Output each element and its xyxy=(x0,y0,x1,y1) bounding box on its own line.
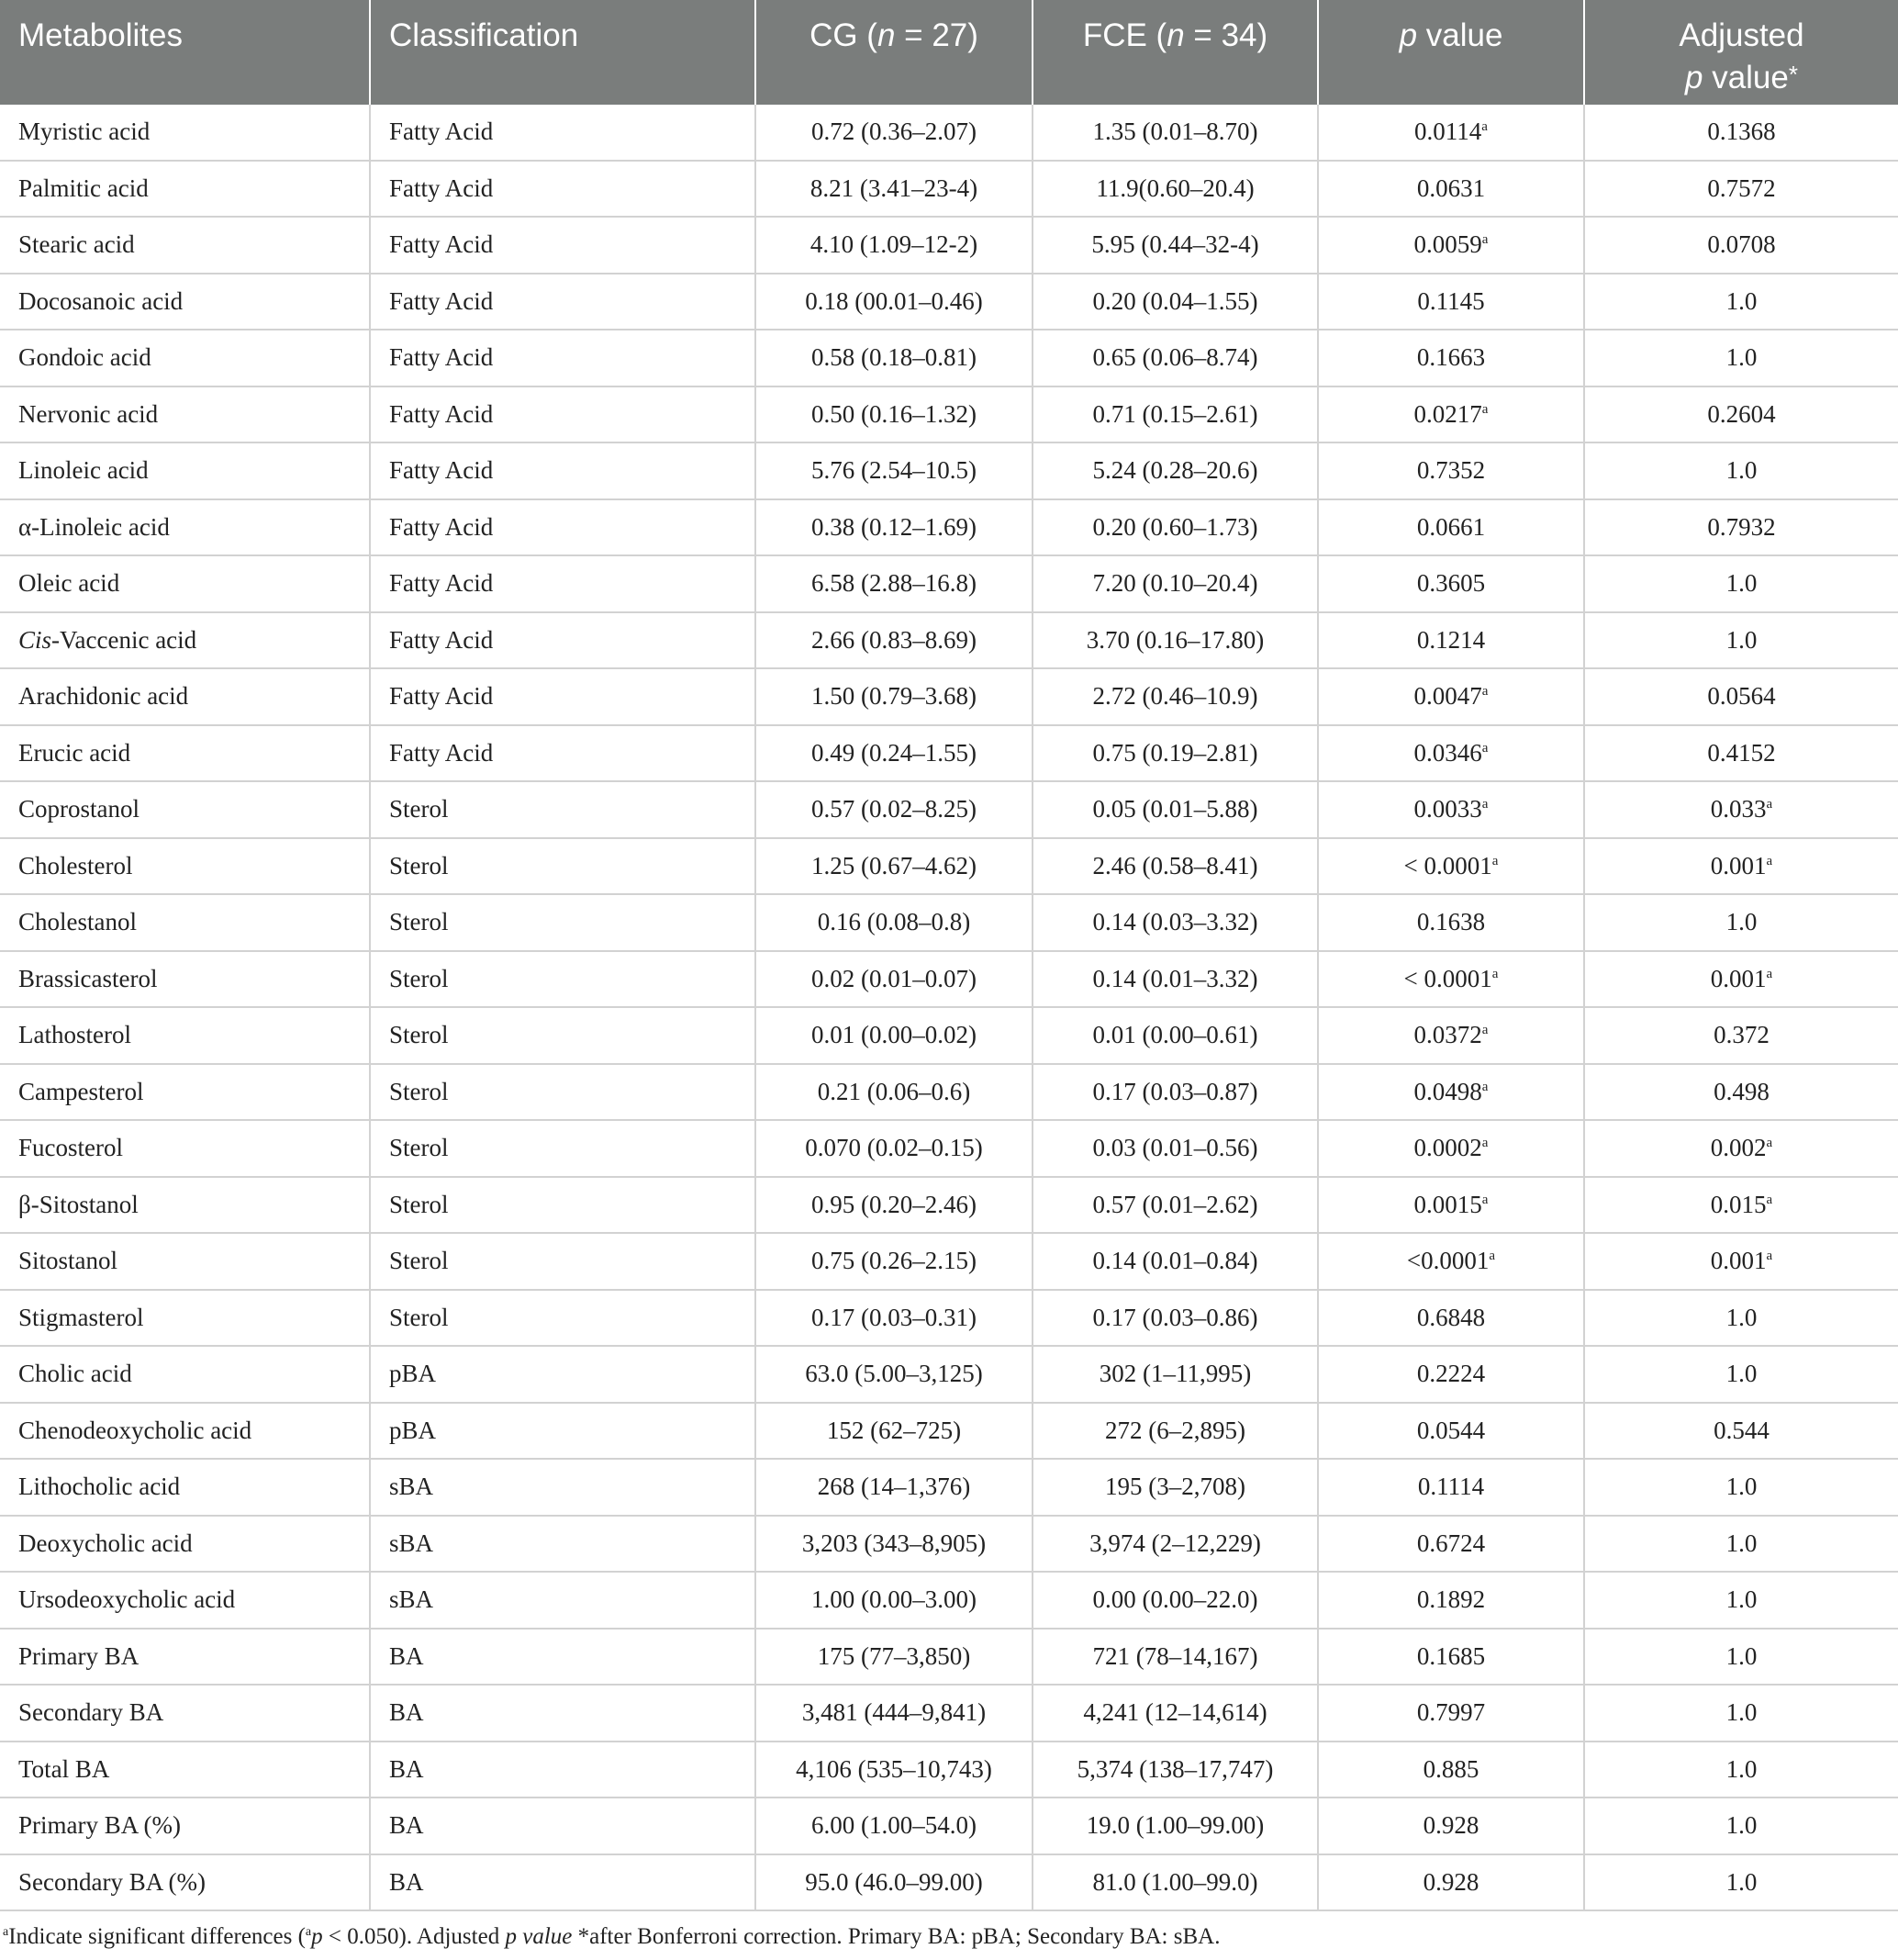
table-row xyxy=(0,612,1898,669)
table-body xyxy=(0,105,1898,1910)
header-adjusted-p-value: Adjusted p value* xyxy=(1584,0,1898,105)
footnote: $^a$Indicate significant differences ($^a$p < 0.050). Adjusted p value *after Bonferroni correction. Primary BA: pBA; Secondary BA: sBA. xyxy=(3,1924,1221,1949)
cell-p-value: 0.0631 xyxy=(1318,161,1584,218)
cell-p-value: 0.6724 xyxy=(1318,1516,1584,1573)
cell-classification: Fatty Acid xyxy=(370,555,755,612)
cell-fce: 0.03 (0.01–0.56) xyxy=(1033,1120,1318,1177)
cell-metabolite: Sitostanol xyxy=(0,1233,370,1290)
cell-classification: Fatty Acid xyxy=(370,217,755,274)
cell-classification: Fatty Acid xyxy=(370,386,755,443)
cell-p-value: < 0.0001$^a$ xyxy=(1318,951,1584,1008)
cell-classification: Sterol xyxy=(370,1120,755,1177)
cell-cg: 0.02 (0.01–0.07) xyxy=(755,951,1033,1008)
cell-classification: pBA xyxy=(370,1346,755,1403)
significance-mark: a xyxy=(1481,1136,1489,1151)
significance-mark: a xyxy=(1481,1079,1489,1094)
header-classification: Classification xyxy=(370,0,755,105)
significance-mark: a xyxy=(1766,1249,1773,1264)
cell-cg: 1.00 (0.00–3.00) xyxy=(755,1572,1033,1629)
cell-classification: Fatty Acid xyxy=(370,161,755,218)
cell-metabolite: Fucosterol xyxy=(0,1120,370,1177)
cell-adjusted-p-value: 1.0 xyxy=(1584,1516,1898,1573)
significance-mark: a xyxy=(1489,1249,1496,1264)
cell-adjusted-p-value: 0.544 xyxy=(1584,1403,1898,1460)
cell-adjusted-p-value: 0.001$^a$ xyxy=(1584,1233,1898,1290)
cell-metabolite: Palmitic acid xyxy=(0,161,370,218)
cell-adjusted-p-value: 1.0 xyxy=(1584,1346,1898,1403)
cell-cg: 0.18 (00.01–0.46) xyxy=(755,274,1033,330)
cell-adjusted-p-value: 1.0 xyxy=(1584,1572,1898,1629)
cell-fce: 0.14 (0.01–3.32) xyxy=(1033,951,1318,1008)
cell-p-value: 0.1145 xyxy=(1318,274,1584,330)
header-metabolites: Metabolites xyxy=(0,0,370,105)
cell-cg: 0.58 (0.18–0.81) xyxy=(755,330,1033,386)
cell-fce: 0.75 (0.19–2.81) xyxy=(1033,725,1318,782)
cell-p-value: 0.0217$^a$ xyxy=(1318,386,1584,443)
table-row xyxy=(0,1177,1898,1234)
cell-cg: 0.01 (0.00–0.02) xyxy=(755,1007,1033,1064)
table-row xyxy=(0,1516,1898,1573)
cell-p-value: 0.0002$^a$ xyxy=(1318,1120,1584,1177)
cell-adjusted-p-value: 1.0 xyxy=(1584,1290,1898,1347)
cell-p-value: 0.0033$^a$ xyxy=(1318,781,1584,838)
table-row xyxy=(0,274,1898,330)
table-row xyxy=(0,499,1898,556)
header-p-value: p value xyxy=(1318,0,1584,105)
significance-mark: a xyxy=(1481,1192,1489,1207)
table-row xyxy=(0,668,1898,725)
cell-p-value: 0.1638 xyxy=(1318,894,1584,951)
cell-classification: BA xyxy=(370,1629,755,1686)
cell-adjusted-p-value: 0.4152 xyxy=(1584,725,1898,782)
cell-classification: BA xyxy=(370,1685,755,1742)
cell-cg: 63.0 (5.00–3,125) xyxy=(755,1346,1033,1403)
cell-adjusted-p-value: 1.0 xyxy=(1584,442,1898,499)
cell-classification: Fatty Acid xyxy=(370,725,755,782)
cell-p-value: < 0.0001$^a$ xyxy=(1318,838,1584,895)
cell-p-value: 0.885 xyxy=(1318,1742,1584,1798)
cell-adjusted-p-value: 1.0 xyxy=(1584,1685,1898,1742)
cell-metabolite: Erucic acid xyxy=(0,725,370,782)
table-row xyxy=(0,1629,1898,1686)
cell-cg: 2.66 (0.83–8.69) xyxy=(755,612,1033,669)
cell-adjusted-p-value: 0.498 xyxy=(1584,1064,1898,1121)
cell-cg: 0.95 (0.20–2.46) xyxy=(755,1177,1033,1234)
cell-p-value: 0.6848 xyxy=(1318,1290,1584,1347)
significance-mark: a xyxy=(1766,1192,1773,1207)
cell-fce: 3,974 (2–12,229) xyxy=(1033,1516,1318,1573)
cell-classification: Sterol xyxy=(370,781,755,838)
cell-adjusted-p-value: 1.0 xyxy=(1584,1459,1898,1516)
table-row xyxy=(0,386,1898,443)
cell-classification: Sterol xyxy=(370,1233,755,1290)
cell-cg: 175 (77–3,850) xyxy=(755,1629,1033,1686)
table-row xyxy=(0,725,1898,782)
cell-adjusted-p-value: 1.0 xyxy=(1584,1854,1898,1911)
cell-cg: 0.21 (0.06–0.6) xyxy=(755,1064,1033,1121)
cell-p-value: 0.928 xyxy=(1318,1854,1584,1911)
cell-classification: Sterol xyxy=(370,951,755,1008)
cell-adjusted-p-value: 0.372 xyxy=(1584,1007,1898,1064)
cell-fce: 11.9(0.60–20.4) xyxy=(1033,161,1318,218)
cell-cg: 152 (62–725) xyxy=(755,1403,1033,1460)
cell-cg: 8.21 (3.41–23-4) xyxy=(755,161,1033,218)
cell-p-value: 0.0661 xyxy=(1318,499,1584,556)
cell-metabolite: Brassicasterol xyxy=(0,951,370,1008)
table-header xyxy=(0,0,1898,105)
cell-fce: 0.17 (0.03–0.87) xyxy=(1033,1064,1318,1121)
significance-mark: a xyxy=(1491,966,1499,981)
cell-metabolite: Cholestanol xyxy=(0,894,370,951)
cell-fce: 19.0 (1.00–99.00) xyxy=(1033,1798,1318,1854)
cell-cg: 268 (14–1,376) xyxy=(755,1459,1033,1516)
significance-mark: a xyxy=(1481,232,1489,248)
cell-metabolite: Stearic acid xyxy=(0,217,370,274)
table-row xyxy=(0,951,1898,1008)
cell-adjusted-p-value: 1.0 xyxy=(1584,1629,1898,1686)
cell-metabolite: Deoxycholic acid xyxy=(0,1516,370,1573)
table-row xyxy=(0,1798,1898,1854)
cell-fce: 3.70 (0.16–17.80) xyxy=(1033,612,1318,669)
cell-cg: 0.16 (0.08–0.8) xyxy=(755,894,1033,951)
cell-fce: 721 (78–14,167) xyxy=(1033,1629,1318,1686)
cell-p-value: 0.1892 xyxy=(1318,1572,1584,1629)
cell-cg: 95.0 (46.0–99.00) xyxy=(755,1854,1033,1911)
significance-mark: a xyxy=(1481,401,1489,417)
cell-fce: 4,241 (12–14,614) xyxy=(1033,1685,1318,1742)
cell-metabolite: Cholic acid xyxy=(0,1346,370,1403)
cell-metabolite: Docosanoic acid xyxy=(0,274,370,330)
cell-fce: 5.95 (0.44–32-4) xyxy=(1033,217,1318,274)
cell-metabolite: Cholesterol xyxy=(0,838,370,895)
cell-fce: 272 (6–2,895) xyxy=(1033,1403,1318,1460)
cell-metabolite: Nervonic acid xyxy=(0,386,370,443)
table-row xyxy=(0,838,1898,895)
cell-cg: 4,106 (535–10,743) xyxy=(755,1742,1033,1798)
cell-classification: Fatty Acid xyxy=(370,442,755,499)
cell-adjusted-p-value: 0.0708 xyxy=(1584,217,1898,274)
cell-classification: Sterol xyxy=(370,838,755,895)
cell-p-value: <0.0001$^a$ xyxy=(1318,1233,1584,1290)
significance-mark: a xyxy=(1766,966,1773,981)
cell-p-value: 0.0047$^a$ xyxy=(1318,668,1584,725)
cell-fce: 0.65 (0.06–8.74) xyxy=(1033,330,1318,386)
cell-cg: 0.75 (0.26–2.15) xyxy=(755,1233,1033,1290)
cell-p-value: 0.0114$^a$ xyxy=(1318,105,1584,161)
cell-cg: 4.10 (1.09–12-2) xyxy=(755,217,1033,274)
cell-cg: 0.57 (0.02–8.25) xyxy=(755,781,1033,838)
cell-metabolite: Arachidonic acid xyxy=(0,668,370,725)
cell-p-value: 0.2224 xyxy=(1318,1346,1584,1403)
table-row xyxy=(0,1854,1898,1911)
cell-fce: 0.05 (0.01–5.88) xyxy=(1033,781,1318,838)
cell-adjusted-p-value: 1.0 xyxy=(1584,330,1898,386)
cell-cg: 0.49 (0.24–1.55) xyxy=(755,725,1033,782)
cell-classification: Fatty Acid xyxy=(370,612,755,669)
significance-mark: a xyxy=(1481,684,1489,700)
header-fce: FCE (n = 34) xyxy=(1033,0,1318,105)
cell-cg: 1.50 (0.79–3.68) xyxy=(755,668,1033,725)
cell-cg: 6.58 (2.88–16.8) xyxy=(755,555,1033,612)
cell-adjusted-p-value: 1.0 xyxy=(1584,274,1898,330)
cell-cg: 3,203 (343–8,905) xyxy=(755,1516,1033,1573)
cell-classification: sBA xyxy=(370,1572,755,1629)
table-row xyxy=(0,1290,1898,1347)
cell-classification: Fatty Acid xyxy=(370,105,755,161)
cell-cg: 0.72 (0.36–2.07) xyxy=(755,105,1033,161)
cell-p-value: 0.0498$^a$ xyxy=(1318,1064,1584,1121)
cell-metabolite: Lithocholic acid xyxy=(0,1459,370,1516)
cell-metabolite: Stigmasterol xyxy=(0,1290,370,1347)
header-cg: CG (n = 27) xyxy=(755,0,1033,105)
cell-classification: BA xyxy=(370,1798,755,1854)
cell-fce: 0.20 (0.04–1.55) xyxy=(1033,274,1318,330)
cell-cg: 6.00 (1.00–54.0) xyxy=(755,1798,1033,1854)
table-row xyxy=(0,1120,1898,1177)
cell-metabolite: Lathosterol xyxy=(0,1007,370,1064)
cell-adjusted-p-value: 1.0 xyxy=(1584,612,1898,669)
cell-metabolite: Secondary BA xyxy=(0,1685,370,1742)
cell-fce: 81.0 (1.00–99.0) xyxy=(1033,1854,1318,1911)
cell-p-value: 0.0544 xyxy=(1318,1403,1584,1460)
cell-metabolite: Gondoic acid xyxy=(0,330,370,386)
cell-p-value: 0.0015$^a$ xyxy=(1318,1177,1584,1234)
cell-p-value: 0.3605 xyxy=(1318,555,1584,612)
cell-classification: pBA xyxy=(370,1403,755,1460)
table-row xyxy=(0,1459,1898,1516)
cell-classification: Sterol xyxy=(370,1007,755,1064)
cell-adjusted-p-value: 1.0 xyxy=(1584,1798,1898,1854)
cell-fce: 0.57 (0.01–2.62) xyxy=(1033,1177,1318,1234)
cell-classification: BA xyxy=(370,1742,755,1798)
cell-metabolite: Secondary BA (%) xyxy=(0,1854,370,1911)
cell-metabolite: β-Sitostanol xyxy=(0,1177,370,1234)
cell-classification: sBA xyxy=(370,1459,755,1516)
table-row xyxy=(0,217,1898,274)
cell-adjusted-p-value: 0.001$^a$ xyxy=(1584,838,1898,895)
cell-p-value: 0.0372$^a$ xyxy=(1318,1007,1584,1064)
significance-mark: a xyxy=(1481,740,1489,756)
cell-adjusted-p-value: 0.7932 xyxy=(1584,499,1898,556)
table-row xyxy=(0,781,1898,838)
cell-fce: 302 (1–11,995) xyxy=(1033,1346,1318,1403)
cell-cg: 5.76 (2.54–10.5) xyxy=(755,442,1033,499)
significance-mark: a xyxy=(1766,853,1773,868)
table-row xyxy=(0,1572,1898,1629)
table-row xyxy=(0,1007,1898,1064)
significance-mark: a xyxy=(1481,1023,1489,1038)
header-row xyxy=(0,0,1898,105)
cell-fce: 0.71 (0.15–2.61) xyxy=(1033,386,1318,443)
cell-metabolite: Coprostanol xyxy=(0,781,370,838)
cell-adjusted-p-value: 1.0 xyxy=(1584,1742,1898,1798)
cell-p-value: 0.1685 xyxy=(1318,1629,1584,1686)
cell-fce: 5.24 (0.28–20.6) xyxy=(1033,442,1318,499)
cell-fce: 0.14 (0.01–0.84) xyxy=(1033,1233,1318,1290)
cell-p-value: 0.1214 xyxy=(1318,612,1584,669)
cell-classification: Fatty Acid xyxy=(370,274,755,330)
cell-fce: 2.46 (0.58–8.41) xyxy=(1033,838,1318,895)
table-row xyxy=(0,330,1898,386)
cell-classification: Sterol xyxy=(370,1177,755,1234)
cell-cg: 0.17 (0.03–0.31) xyxy=(755,1290,1033,1347)
cell-classification: BA xyxy=(370,1854,755,1911)
cell-fce: 195 (3–2,708) xyxy=(1033,1459,1318,1516)
cell-fce: 7.20 (0.10–20.4) xyxy=(1033,555,1318,612)
significance-mark: a xyxy=(1481,119,1488,135)
cell-metabolite: Linoleic acid xyxy=(0,442,370,499)
cell-adjusted-p-value: 0.0564 xyxy=(1584,668,1898,725)
cell-classification: sBA xyxy=(370,1516,755,1573)
cell-metabolite: Myristic acid xyxy=(0,105,370,161)
cell-adjusted-p-value: 0.002$^a$ xyxy=(1584,1120,1898,1177)
table-row xyxy=(0,1346,1898,1403)
cell-adjusted-p-value: 0.1368 xyxy=(1584,105,1898,161)
cell-metabolite: Primary BA xyxy=(0,1629,370,1686)
cell-fce: 0.17 (0.03–0.86) xyxy=(1033,1290,1318,1347)
table-row xyxy=(0,442,1898,499)
cell-fce: 0.14 (0.03–3.32) xyxy=(1033,894,1318,951)
cell-classification: Fatty Acid xyxy=(370,330,755,386)
cell-cg: 3,481 (444–9,841) xyxy=(755,1685,1033,1742)
significance-mark: a xyxy=(1481,797,1489,812)
significance-mark: a xyxy=(1491,853,1499,868)
cell-fce: 1.35 (0.01–8.70) xyxy=(1033,105,1318,161)
table-row xyxy=(0,1742,1898,1798)
cell-metabolite: Campesterol xyxy=(0,1064,370,1121)
cell-cg: 0.50 (0.16–1.32) xyxy=(755,386,1033,443)
table-row xyxy=(0,161,1898,218)
cell-metabolite: Chenodeoxycholic acid xyxy=(0,1403,370,1460)
cell-metabolite: Oleic acid xyxy=(0,555,370,612)
cell-metabolite: Primary BA (%) xyxy=(0,1798,370,1854)
cell-adjusted-p-value: 0.7572 xyxy=(1584,161,1898,218)
table-row xyxy=(0,555,1898,612)
cell-cg: 0.070 (0.02–0.15) xyxy=(755,1120,1033,1177)
cell-metabolite: α-Linoleic acid xyxy=(0,499,370,556)
cell-metabolite: Total BA xyxy=(0,1742,370,1798)
table-row xyxy=(0,1064,1898,1121)
cell-fce: 0.20 (0.60–1.73) xyxy=(1033,499,1318,556)
cell-p-value: 0.1663 xyxy=(1318,330,1584,386)
cell-classification: Sterol xyxy=(370,1064,755,1121)
cell-adjusted-p-value: 1.0 xyxy=(1584,555,1898,612)
table-row xyxy=(0,894,1898,951)
cell-classification: Fatty Acid xyxy=(370,499,755,556)
cell-p-value: 0.0059$^a$ xyxy=(1318,217,1584,274)
cell-p-value: 0.7997 xyxy=(1318,1685,1584,1742)
table-row xyxy=(0,1403,1898,1460)
significance-mark: a xyxy=(1766,797,1773,812)
cell-metabolite: Cis-Vaccenic acid xyxy=(0,612,370,669)
cell-fce: 0.01 (0.00–0.61) xyxy=(1033,1007,1318,1064)
cell-adjusted-p-value: 1.0 xyxy=(1584,894,1898,951)
cell-fce: 5,374 (138–17,747) xyxy=(1033,1742,1318,1798)
cell-metabolite: Ursodeoxycholic acid xyxy=(0,1572,370,1629)
cell-adjusted-p-value: 0.2604 xyxy=(1584,386,1898,443)
cell-p-value: 0.1114 xyxy=(1318,1459,1584,1516)
cell-adjusted-p-value: 0.033$^a$ xyxy=(1584,781,1898,838)
cell-p-value: 0.7352 xyxy=(1318,442,1584,499)
cell-fce: 2.72 (0.46–10.9) xyxy=(1033,668,1318,725)
cell-cg: 0.38 (0.12–1.69) xyxy=(755,499,1033,556)
cell-adjusted-p-value: 0.001$^a$ xyxy=(1584,951,1898,1008)
cell-classification: Sterol xyxy=(370,894,755,951)
significance-mark: a xyxy=(1766,1136,1773,1151)
cell-p-value: 0.928 xyxy=(1318,1798,1584,1854)
table-row xyxy=(0,1685,1898,1742)
table-row xyxy=(0,1233,1898,1290)
cell-classification: Fatty Acid xyxy=(370,668,755,725)
cell-p-value: 0.0346$^a$ xyxy=(1318,725,1584,782)
cell-cg: 1.25 (0.67–4.62) xyxy=(755,838,1033,895)
cell-fce: 0.00 (0.00–22.0) xyxy=(1033,1572,1318,1629)
table-row xyxy=(0,105,1898,161)
cell-classification: Sterol xyxy=(370,1290,755,1347)
cell-adjusted-p-value: 0.015$^a$ xyxy=(1584,1177,1898,1234)
